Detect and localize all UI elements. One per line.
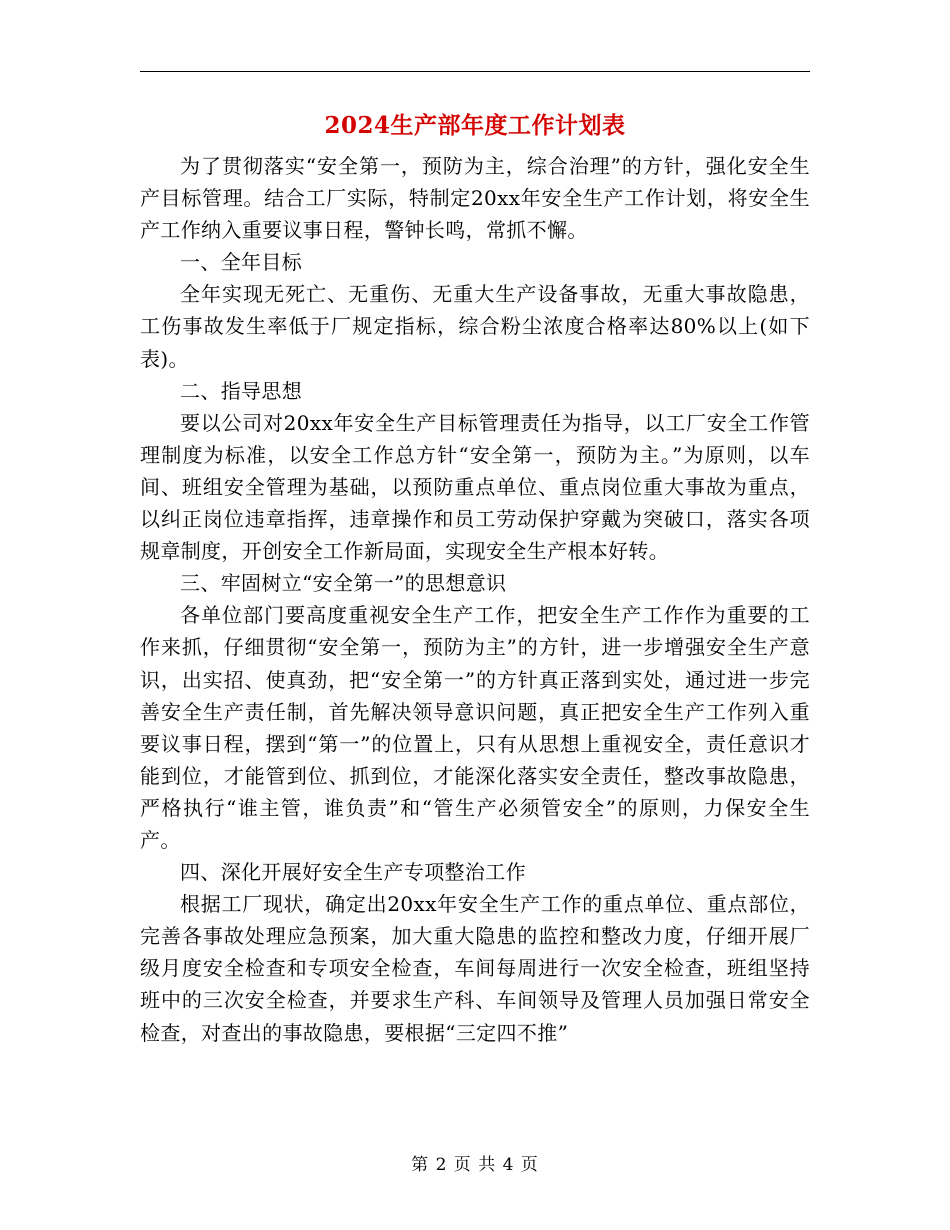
page-number-footer: 第 2 页 共 4 页 [411,1155,539,1175]
document-body [140,150,810,1049]
safety-first-paragraph: 各单位部门要高度重视安全生产工作，把安全生产工作作为重要的工作来抓，仔细贯彻“安全第一，预防为主”的方针，进一步增强安全生产意识，出实招、使真劲，把“安全第一”的方针真正落到实处，通过进一步完善安全生产责任制，首先解决领导意识问题，真正把安全生产工作列入重要议事日程，摆到“第一”的位置上，只有从思想上重视安全，责任意识才能到位，才能管到位、抓到位，才能深化落实安全责任，整改事故隐患，严格执行“谁主管，谁负责”和“管生产必须管安全”的原则，力保安全生产。 [140,603,810,852]
section-heading-guiding-ideology: 二、指导思想 [180,378,303,403]
document-title: 2024生产部年度工作计划表 [324,112,626,139]
section-heading-safety-first: 三、牢固树立“安全第一”的思想意识 [180,571,507,596]
intro-paragraph: 为了贯彻落实“安全第一，预防为主，综合治理”的方针，强化安全生产目标管理。结合工厂实际，特制定20xx年安全生产工作计划，将安全生产工作纳入重要议事日程，警钟长鸣，常抓不懈。 [140,154,810,243]
special-rectification-paragraph: 根据工厂现状，确定出20xx年安全生产工作的重点单位、重点部位，完善各事故处理应急预案，加大重大隐患的监控和整改力度，仔细开展厂级月度安全检查和专项安全检查，车间每周进行一次安全检查，班组坚持班中的三次安全检查，并要求生产科、车间领导及管理人员加强日常安全检查，对查出的事故隐患，要根据“三定四不推” [140,892,810,1045]
guiding-ideology-paragraph: 要以公司对20xx年安全生产目标管理责任为指导，以工厂安全工作管理制度为标准，以安全工作总方针“安全第一，预防为主。”为原则，以车间、班组安全管理为基础，以预防重点单位、重点岗位重大事故为重点，以纠正岗位违章指挥，违章操作和员工劳动保护穿戴为突破口，落实各项规章制度，开创安全工作新局面，实现安全生产根本好转。 [140,410,810,564]
header-rule [140,71,810,72]
section-heading-special-rectification: 四、深化开展好安全生产专项整治工作 [180,860,526,885]
annual-goal-paragraph: 全年实现无死亡、无重伤、无重大生产设备事故，无重大事故隐患，工伤事故发生率低于厂规定指标，综合粉尘浓度合格率达80%以上(如下表)。 [140,282,810,371]
section-heading-annual-goal: 一、全年目标 [180,250,303,275]
